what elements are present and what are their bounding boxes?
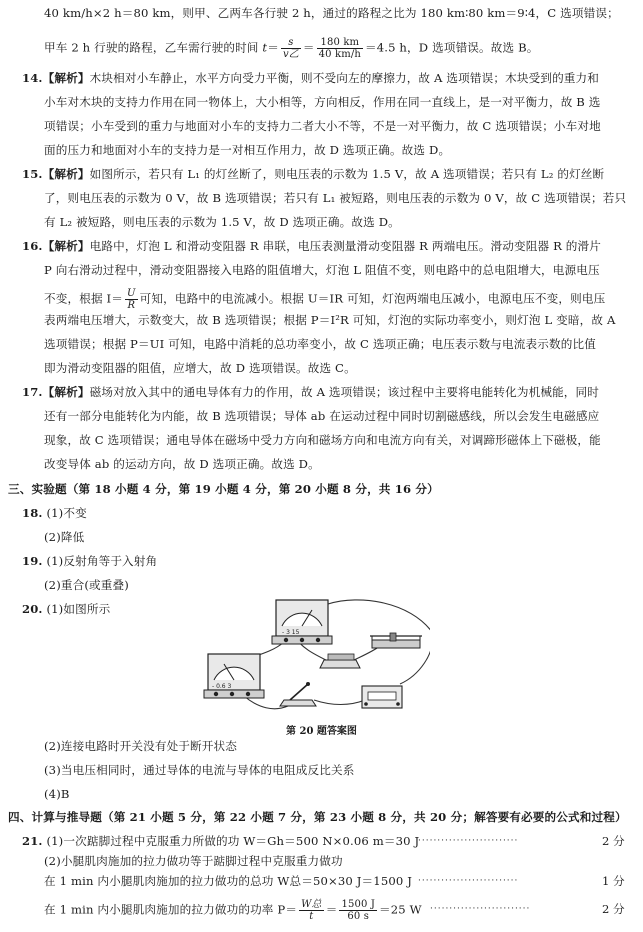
analysis-tag: 【解析】 (42, 385, 90, 399)
q17-line-2: 还有一部分电能转化为内能，故 B 选项错误；导体 ab 在运动过程中同时切割磁感线，所以会发生电磁感应 (44, 409, 600, 423)
question-number: 15. (22, 167, 43, 181)
question-number: 14. (22, 71, 43, 85)
fraction-distance-over-speed (317, 37, 363, 60)
q13-line-2 (44, 37, 539, 60)
fraction-s-over-v (281, 37, 301, 60)
q21-text-4b: ＝25 W (378, 902, 422, 917)
q16-line-4: 表两端电压增大，示数变大，故 B 选项错误；根据 P＝I²R 可知，灯泡的实际功率变小，则灯泡 L 变暗，故 A (44, 313, 616, 327)
q14-line-4: 面的压力和地面对小车的支持力是一对相互作用力，故 D 选项正确。故选 D。 (44, 143, 451, 157)
var-t: t (262, 40, 268, 55)
battery-box (362, 686, 402, 708)
dot-leader: ·························· (418, 836, 519, 846)
q21-line-4 (44, 899, 422, 922)
fraction-denominator: t (309, 911, 314, 922)
wire-knife-battery (314, 700, 365, 705)
q14-line-2: 小车对木块的支持力作用在同一物体上，大小相等，方向相反，作用在同一直线上，是一对平衡力，故 B 选 (44, 95, 601, 109)
question-number: 17. (22, 385, 43, 399)
q16-text-3a: 不变，根据 I＝ (44, 291, 124, 306)
q15-line-3: 有 L₂ 被短路，则电压表的示数为 1.5 V，故 D 选项正确。故选 D。 (44, 215, 400, 229)
fraction-denominator: 60 s (347, 911, 370, 922)
fraction-denominator: v乙 (282, 49, 299, 60)
q16-line-6: 即为滑动变阻器的阻值，应增大，故 D 选项错误。故选 C。 (44, 361, 356, 375)
analysis-tag: 【解析】 (42, 239, 90, 253)
dot-leader: ·························· (418, 876, 519, 886)
fraction-numerator: s (281, 37, 301, 49)
q20-text-1: (1)如图所示 (46, 602, 111, 616)
equals: ＝ (267, 40, 279, 55)
q20-answer-2: (2)连接电路时开关没有处于断开状态 (44, 739, 238, 753)
q17-line-3: 现象，故 C 选项错误；通电导体在磁场中受力方向和磁场方向和电流方向有关，对调蹄形磁体上下磁极，能 (44, 433, 601, 447)
q20-answer-4: (4)B (44, 787, 70, 801)
q17-text-1: 磁场对放入其中的通电导体有力的作用，故 A 选项错误；该过程中主要将电能转化为机械能，同时 (89, 385, 600, 399)
q18-text-1: (1)不变 (46, 506, 87, 520)
fraction-denominator: 40 km/h (318, 49, 361, 60)
q21-line-3: 在 1 min 内小腿肌肉施加的拉力做功的总功 W总＝50×30 J＝1500 J (44, 874, 413, 888)
voltmeter (272, 600, 332, 644)
equals: ＝ (302, 40, 315, 55)
q16-text-1: 电路中，灯泡 L 和滑动变阻器 R 串联，电压表测量滑动变阻器 R 两端电压。滑动变阻器 R 的滑片 (89, 239, 602, 253)
score-label: 1 分 (602, 874, 625, 888)
q20-answer-3: (3)当电压相同时，通过导体的电流与导体的电阻成反比关系 (44, 763, 355, 777)
q19-answer-2: (2)重合(或重叠) (44, 578, 129, 592)
analysis-tag: 【解析】 (42, 167, 90, 181)
q21-line-1 (22, 833, 419, 849)
fraction-numerator: 1500 J (341, 899, 375, 910)
fraction-numerator: W总 (301, 899, 322, 910)
q19-text-1: (1)反射角等于入射角 (46, 554, 158, 568)
fraction-numerator: U (127, 288, 136, 299)
q15-line-2: 了，则电压表的示数为 0 V，故 B 选项错误；若只有 L₁ 被短路，则电压表的示数为 0 V，故 C 选项错误；若只 (44, 191, 627, 205)
analysis-tag: 【解析】 (42, 71, 90, 85)
fraction-u-over-r (125, 288, 138, 311)
q21-line-2: (2)小腿肌肉施加的拉力做功等于踮脚过程中克服重力做功 (44, 854, 343, 868)
q21-text-4a: 在 1 min 内小腿肌肉施加的拉力做功的功率 P＝ (44, 902, 298, 917)
q16-line-2: P 向右滑动过程中，滑动变阻器接入电路的阻值增大，灯泡 L 阻值不变，则电路中的总电阻增大，电源电压 (44, 263, 600, 277)
dot-leader: ·························· (430, 904, 531, 914)
circuit-diagram (200, 596, 430, 718)
question-number: 20. (22, 602, 43, 616)
q16-line-5: 选项错误；根据 P＝UI 可知，电路中消耗的总功率变小，故 C 选项正确；电压表示数与电流表示数的比值 (44, 337, 596, 351)
ammeter (204, 654, 264, 698)
q16-text-3b: 可知，电路中的电流减小。根据 U＝IR 可知，灯泡两端电压减小，电源电压不变，则电压 (139, 291, 606, 306)
q13-line-1: 40 km/h×2 h＝80 km，则甲、乙两车各行驶 2 h，通过的路程之比为 180 km∶80 km＝9∶4，C 选项错误； (44, 6, 619, 20)
circuit-figure (200, 596, 430, 718)
q16-line-3 (44, 288, 605, 311)
q13-line-2-text: 甲车 2 h 行驶的路程，乙车需行驶的时间 (44, 40, 263, 55)
q19-answer-1 (22, 553, 157, 569)
fraction-denominator: R (127, 300, 136, 311)
rheostat (370, 633, 422, 648)
score-label: 2 分 (602, 902, 625, 916)
score-label: 2 分 (602, 834, 625, 848)
equals: ＝ (325, 902, 338, 917)
section-4-heading: 四、计算与推导题（第 21 小题 5 分，第 22 小题 7 分，第 23 小题 8 分，共 20 分；解答要有必要的公式和过程） (8, 810, 627, 824)
figure-caption: 第 20 题答案图 (286, 726, 357, 737)
question-number: 19. (22, 554, 43, 568)
question-number: 18. (22, 506, 43, 520)
resistor-board (320, 654, 360, 668)
q14-line-1 (22, 70, 599, 86)
question-number: 21. (22, 834, 43, 848)
q14-line-3: 项错误；小车受到的重力与地面对小车的支持力二者大小不等，不是一对平衡力，故 C 选项错误；小车对地 (44, 119, 601, 133)
fraction-work-over-time (299, 899, 324, 922)
q15-text-1: 如图所示，若只有 L₁ 的灯丝断了，则电压表的示数为 1.5 V，故 A 选项错误；若只有 L₂ 的灯丝断 (89, 167, 605, 181)
ammeter-terminal-labels: - 0.6 3 (212, 683, 232, 690)
q15-line-1 (22, 166, 604, 182)
fraction-values (339, 899, 377, 922)
fraction-numerator: 180 km (317, 37, 363, 49)
q16-line-1 (22, 238, 601, 254)
q18-answer-1 (22, 505, 87, 521)
voltmeter-terminal-labels: - 3 15 (282, 629, 300, 636)
section-3-heading: 三、实验题（第 18 小题 4 分，第 19 小题 4 分，第 20 小题 8 分，共 16 分） (8, 482, 439, 496)
knife-switch (280, 682, 316, 706)
q13-line-2-tail: ＝4.5 h，D 选项错误。故选 B。 (364, 40, 539, 55)
q17-line-1 (22, 384, 599, 400)
q14-text-1: 木块相对小车静止，水平方向受力平衡，则不受向左的摩擦力，故 A 选项错误；木块受到的重力和 (89, 71, 600, 85)
q18-answer-2: (2)降低 (44, 530, 85, 544)
question-number: 16. (22, 239, 43, 253)
q20-answer-1 (22, 601, 110, 617)
q17-line-4: 改变导体 ab 的运动方向，故 D 选项正确。故选 D。 (44, 457, 320, 471)
q21-text-1: (1)一次踮脚过程中克服重力所做的功 W＝Gh＝500 N×0.06 m＝30 J (46, 834, 420, 848)
